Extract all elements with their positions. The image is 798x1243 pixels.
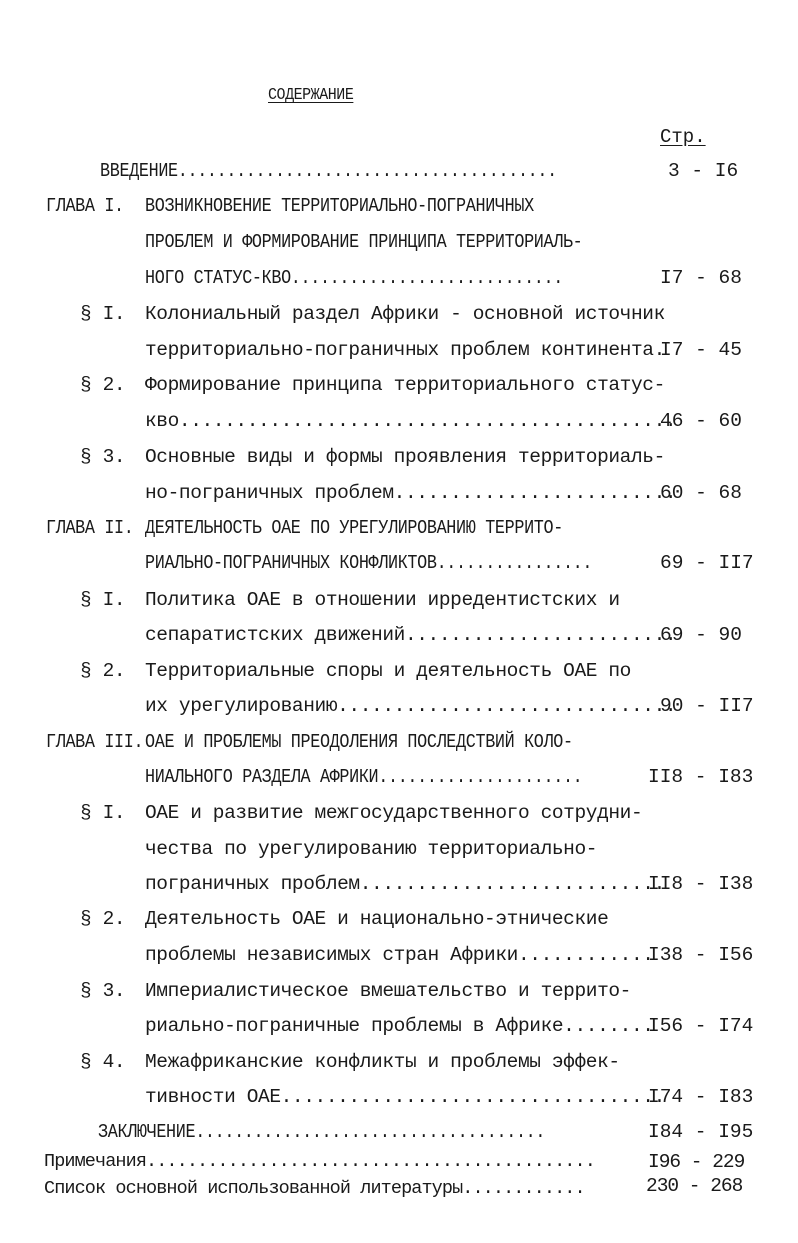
entry-line: ОАЕ И ПРОБЛЕМЫ ПРЕОДОЛЕНИЯ ПОСЛЕДСТВИЙ КОЛО-: [145, 731, 573, 753]
toc-entry-conclusion: [98, 1120, 618, 1144]
entry-pages: I7 - 68: [660, 267, 742, 289]
entry-pages: 69 - II7: [660, 552, 754, 574]
toc-entry-intro: [100, 159, 631, 183]
entry-line: ПРОБЛЕМ И ФОРМИРОВАНИЕ ПРИНЦИПА ТЕРРИТОРИАЛЬ-: [145, 231, 583, 253]
page-column-header: Стр.: [660, 126, 706, 148]
entry-text: [145, 230, 654, 254]
entry-line: РИАЛЬНО-ПОГРАНИЧНЫХ КОНФЛИКТОВ................: [145, 552, 593, 574]
section-label: § I.: [80, 303, 126, 325]
entry-pages: I96 - 229: [648, 1151, 745, 1173]
section-label: § 2.: [80, 374, 126, 396]
entry-text: [145, 266, 631, 290]
entry-line: ВОЗНИКНОВЕНИЕ ТЕРРИТОРИАЛЬНО-ПОГРАНИЧНЫХ: [145, 195, 534, 217]
entry-line: НИАЛЬНОГО РАЗДЕЛА АФРИКИ.....................: [145, 766, 583, 788]
entry-line: НОГО СТАТУС-КВО............................: [145, 267, 563, 289]
entry-line: Межафриканские конфликты и проблемы эффек-: [145, 1051, 620, 1073]
entry-pages: 90 - II7: [660, 695, 754, 717]
entry-pages: 60 - 68: [660, 482, 742, 504]
entry-pages: II8 - I38: [648, 873, 754, 895]
entry-pages: I74 - I83: [648, 1086, 754, 1108]
entry-pages: 3 - I6: [668, 160, 739, 182]
entry-text: ВВЕДЕНИЕ.......................................: [100, 160, 557, 182]
section-label: § 2.: [80, 660, 126, 682]
entry-text: [145, 516, 631, 540]
toc-entry-notes: Примечания............................................: [44, 1151, 595, 1172]
entry-line: Территориальные споры и деятельность ОАЕ по: [145, 660, 631, 682]
entry-text: ЗАКЛЮЧЕНИЕ....................................: [98, 1121, 546, 1143]
section-label: § 2.: [80, 908, 126, 930]
entry-line: чества по урегулированию территориально-: [145, 838, 598, 860]
entry-pages: II8 - I83: [648, 766, 754, 788]
entry-line: кво............................................: [145, 410, 677, 432]
section-label: § 3.: [80, 980, 126, 1002]
entry-line: сепаратистских движений........................: [145, 624, 677, 646]
chapter-number: ГЛАВА III.: [46, 731, 144, 753]
entry-line: Формирование принципа территориального статус-: [145, 374, 665, 396]
entry-pages: 230 - 268: [646, 1175, 743, 1197]
entry-line: но-пограничных проблем.........................: [145, 482, 677, 504]
entry-pages: 69 - 90: [660, 624, 742, 646]
entry-line: Основные виды и формы проявления территориаль-: [145, 446, 665, 468]
entry-line: Политика ОАЕ в отношении ирредентистских и: [145, 589, 620, 611]
chapter-number: ГЛАВА II.: [46, 517, 134, 539]
entry-text: [145, 551, 665, 575]
section-label: § I.: [80, 589, 126, 611]
toc-title: СОДЕРЖАНИЕ: [268, 86, 354, 105]
entry-line: территориально-пограничных проблем континента.: [145, 339, 665, 361]
section-label: § 4.: [80, 1051, 126, 1073]
entry-text: [145, 194, 597, 218]
entry-line: риально-пограничные проблемы в Африке........: [145, 1015, 654, 1037]
chapter-label: [46, 730, 159, 754]
entry-line: Империалистическое вмешательство и террито-: [145, 980, 631, 1002]
entry-pages: I84 - I95: [648, 1121, 754, 1143]
entry-line: проблемы независимых стран Африки............: [145, 944, 654, 966]
entry-line: Колониальный раздел Африки - основной источник: [145, 303, 665, 325]
entry-text: [145, 765, 654, 789]
entry-line: ДЕЯТЕЛЬНОСТЬ ОАЕ ПО УРЕГУЛИРОВАНИЮ ТЕРРИТО-: [145, 517, 563, 539]
section-label: § I.: [80, 802, 126, 824]
section-label: § 3.: [80, 446, 126, 468]
chapter-label: [46, 194, 136, 218]
entry-line: ОАЕ и развитие межгосударственного сотрудни-: [145, 802, 643, 824]
entry-line: тивности ОАЕ..................................: [145, 1086, 665, 1108]
entry-line: пограничных проблем...........................: [145, 873, 665, 895]
toc-entry-bibliography: Список основной использованной литературы............: [44, 1178, 585, 1199]
entry-line: их урегулированию..............................: [145, 695, 677, 717]
entry-pages: I7 - 45: [660, 339, 742, 361]
entry-text: [145, 730, 642, 754]
chapter-number: ГЛАВА I.: [46, 195, 124, 217]
entry-line: Деятельность ОАЕ и национально-этнические: [145, 908, 609, 930]
entry-pages: I38 - I56: [648, 944, 754, 966]
entry-pages: 46 - 60: [660, 410, 742, 432]
chapter-label: [46, 516, 148, 540]
entry-pages: I56 - I74: [648, 1015, 754, 1037]
